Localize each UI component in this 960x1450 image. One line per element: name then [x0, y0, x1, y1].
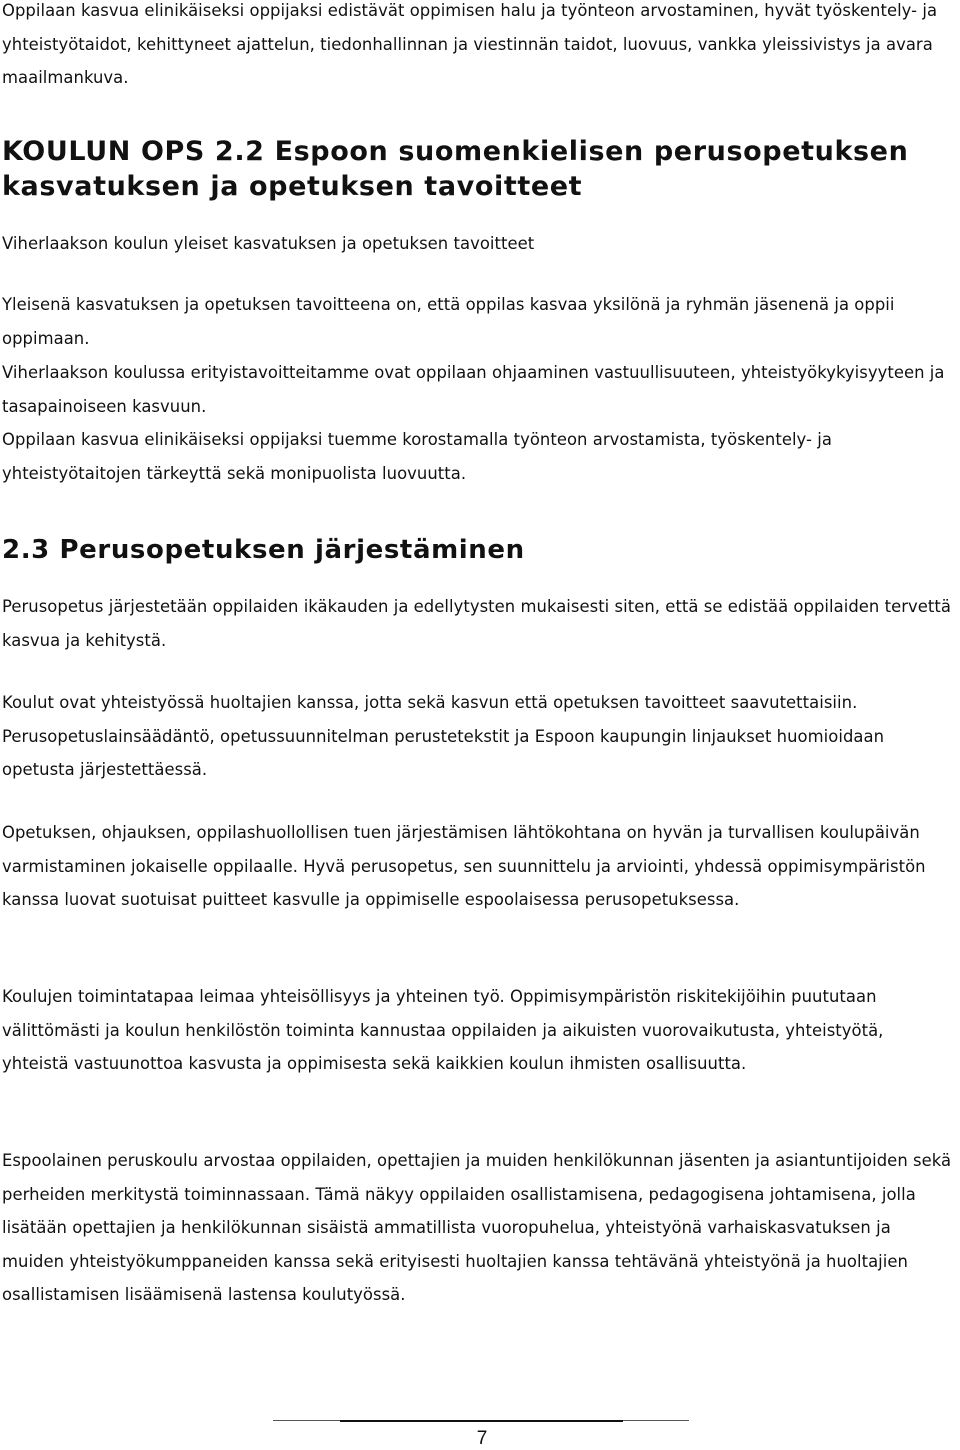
section-2-3-paragraph-5: Espoolainen peruskoulu arvostaa oppilaiden, opettajien ja muiden henkilökunnan jäsenten ja asiantuntijoiden sekä perheiden merkitystä toiminnassaan. Tämä näkyy oppilaiden osallistamisena, pedagogisena johtamisena, jolla lisätään opettajien ja henkilökunnan sisäistä ammatillista vuoropuhelua, yhteistyönä varhaiskasvatuksen ja muiden yhteistyökumppaneiden kanssa sekä erityisesti huoltajien kanssa tehtävänä yhteistyönä ja huoltajien osallistamisen lisäämisenä lastensa koulutyössä. [2, 1151, 952, 1304]
section-2-3-paragraph-4: Koulujen toimintatapaa leimaa yhteisöllisyys ja yhteinen työ. Oppimisympäristön riskitekijöihin puututaan välittömästi ja koulun henkilöstön toiminta kannustaa oppilaiden ja aikuisten vuorovaikutusta, yhteistyötä, yhteistä vastuunottoa kasvusta ja oppimisesta sekä kaikkien koulun ihmisten osallisuutta. [2, 987, 884, 1073]
page-number: 7 [476, 1428, 488, 1449]
section-2-2-paragraph-3: Oppilaan kasvua elinikäiseksi oppijaksi tuemme korostamalla työnteon arvostamista, työskentely- ja yhteistyötaitojen tärkeyttä sekä monipuolista luovuutta. [2, 430, 832, 483]
section-2-2-heading: KOULUN OPS 2.2 Espoon suomenkielisen perusopetuksen kasvatuksen ja opetuksen tavoitteet [2, 136, 909, 202]
section-2-3-paragraph-3: Opetuksen, ohjauksen, oppilashuollollisen tuen järjestämisen lähtökohtana on hyvän ja turvallisen koulupäivän varmistaminen jokaiselle oppilaalle. Hyvä perusopetus, sen suunnittelu ja arviointi, yhdessä oppimisympäristön kanssa luovat suotuisat puitteet kasvulle ja oppimiselle espoolaisessa perusopetuksessa. [2, 823, 926, 909]
section-2-2-paragraph-2: Viherlaakson koulussa erityistavoitteitamme ovat oppilaan ohjaaminen vastuullisuuteen, yhteistyökykyisyyteen ja tasapainoiseen kasvuun. [2, 363, 945, 416]
footer-divider-accent [340, 1420, 623, 1422]
intro-paragraph: Oppilaan kasvua elinikäiseksi oppijaksi edistävät oppimisen halu ja työnteon arvostaminen, hyvät työskentely- ja yhteistyötaidot, kehittyneet ajattelun, tiedonhallinnan ja viestinnän taidot, luovuus, vankka yleissivistys ja avara maailmankuva. [2, 1, 938, 87]
section-2-3-heading: 2.3 Perusopetuksen järjestäminen [2, 535, 525, 565]
section-2-2-paragraph-1: Yleisenä kasvatuksen ja opetuksen tavoitteena on, että oppilas kasvaa yksilönä ja ryhmän jäsenenä ja oppii oppimaan. [2, 295, 895, 348]
section-2-2-subheading: Viherlaakson koulun yleiset kasvatuksen ja opetuksen tavoitteet [2, 234, 535, 253]
section-2-3-paragraph-2: Koulut ovat yhteistyössä huoltajien kanssa, jotta sekä kasvun että opetuksen tavoitteet saavutettaisiin. Perusopetuslainsäädäntö, opetussuunnitelman perustetekstit ja Espoon kaupungin linjaukset huomioidaan opetusta järjestettäessä. [2, 693, 885, 779]
section-2-3-paragraph-1: Perusopetus järjestetään oppilaiden ikäkauden ja edellytysten mukaisesti siten, että se edistää oppilaiden tervettä kasvua ja kehitystä. [2, 597, 951, 650]
